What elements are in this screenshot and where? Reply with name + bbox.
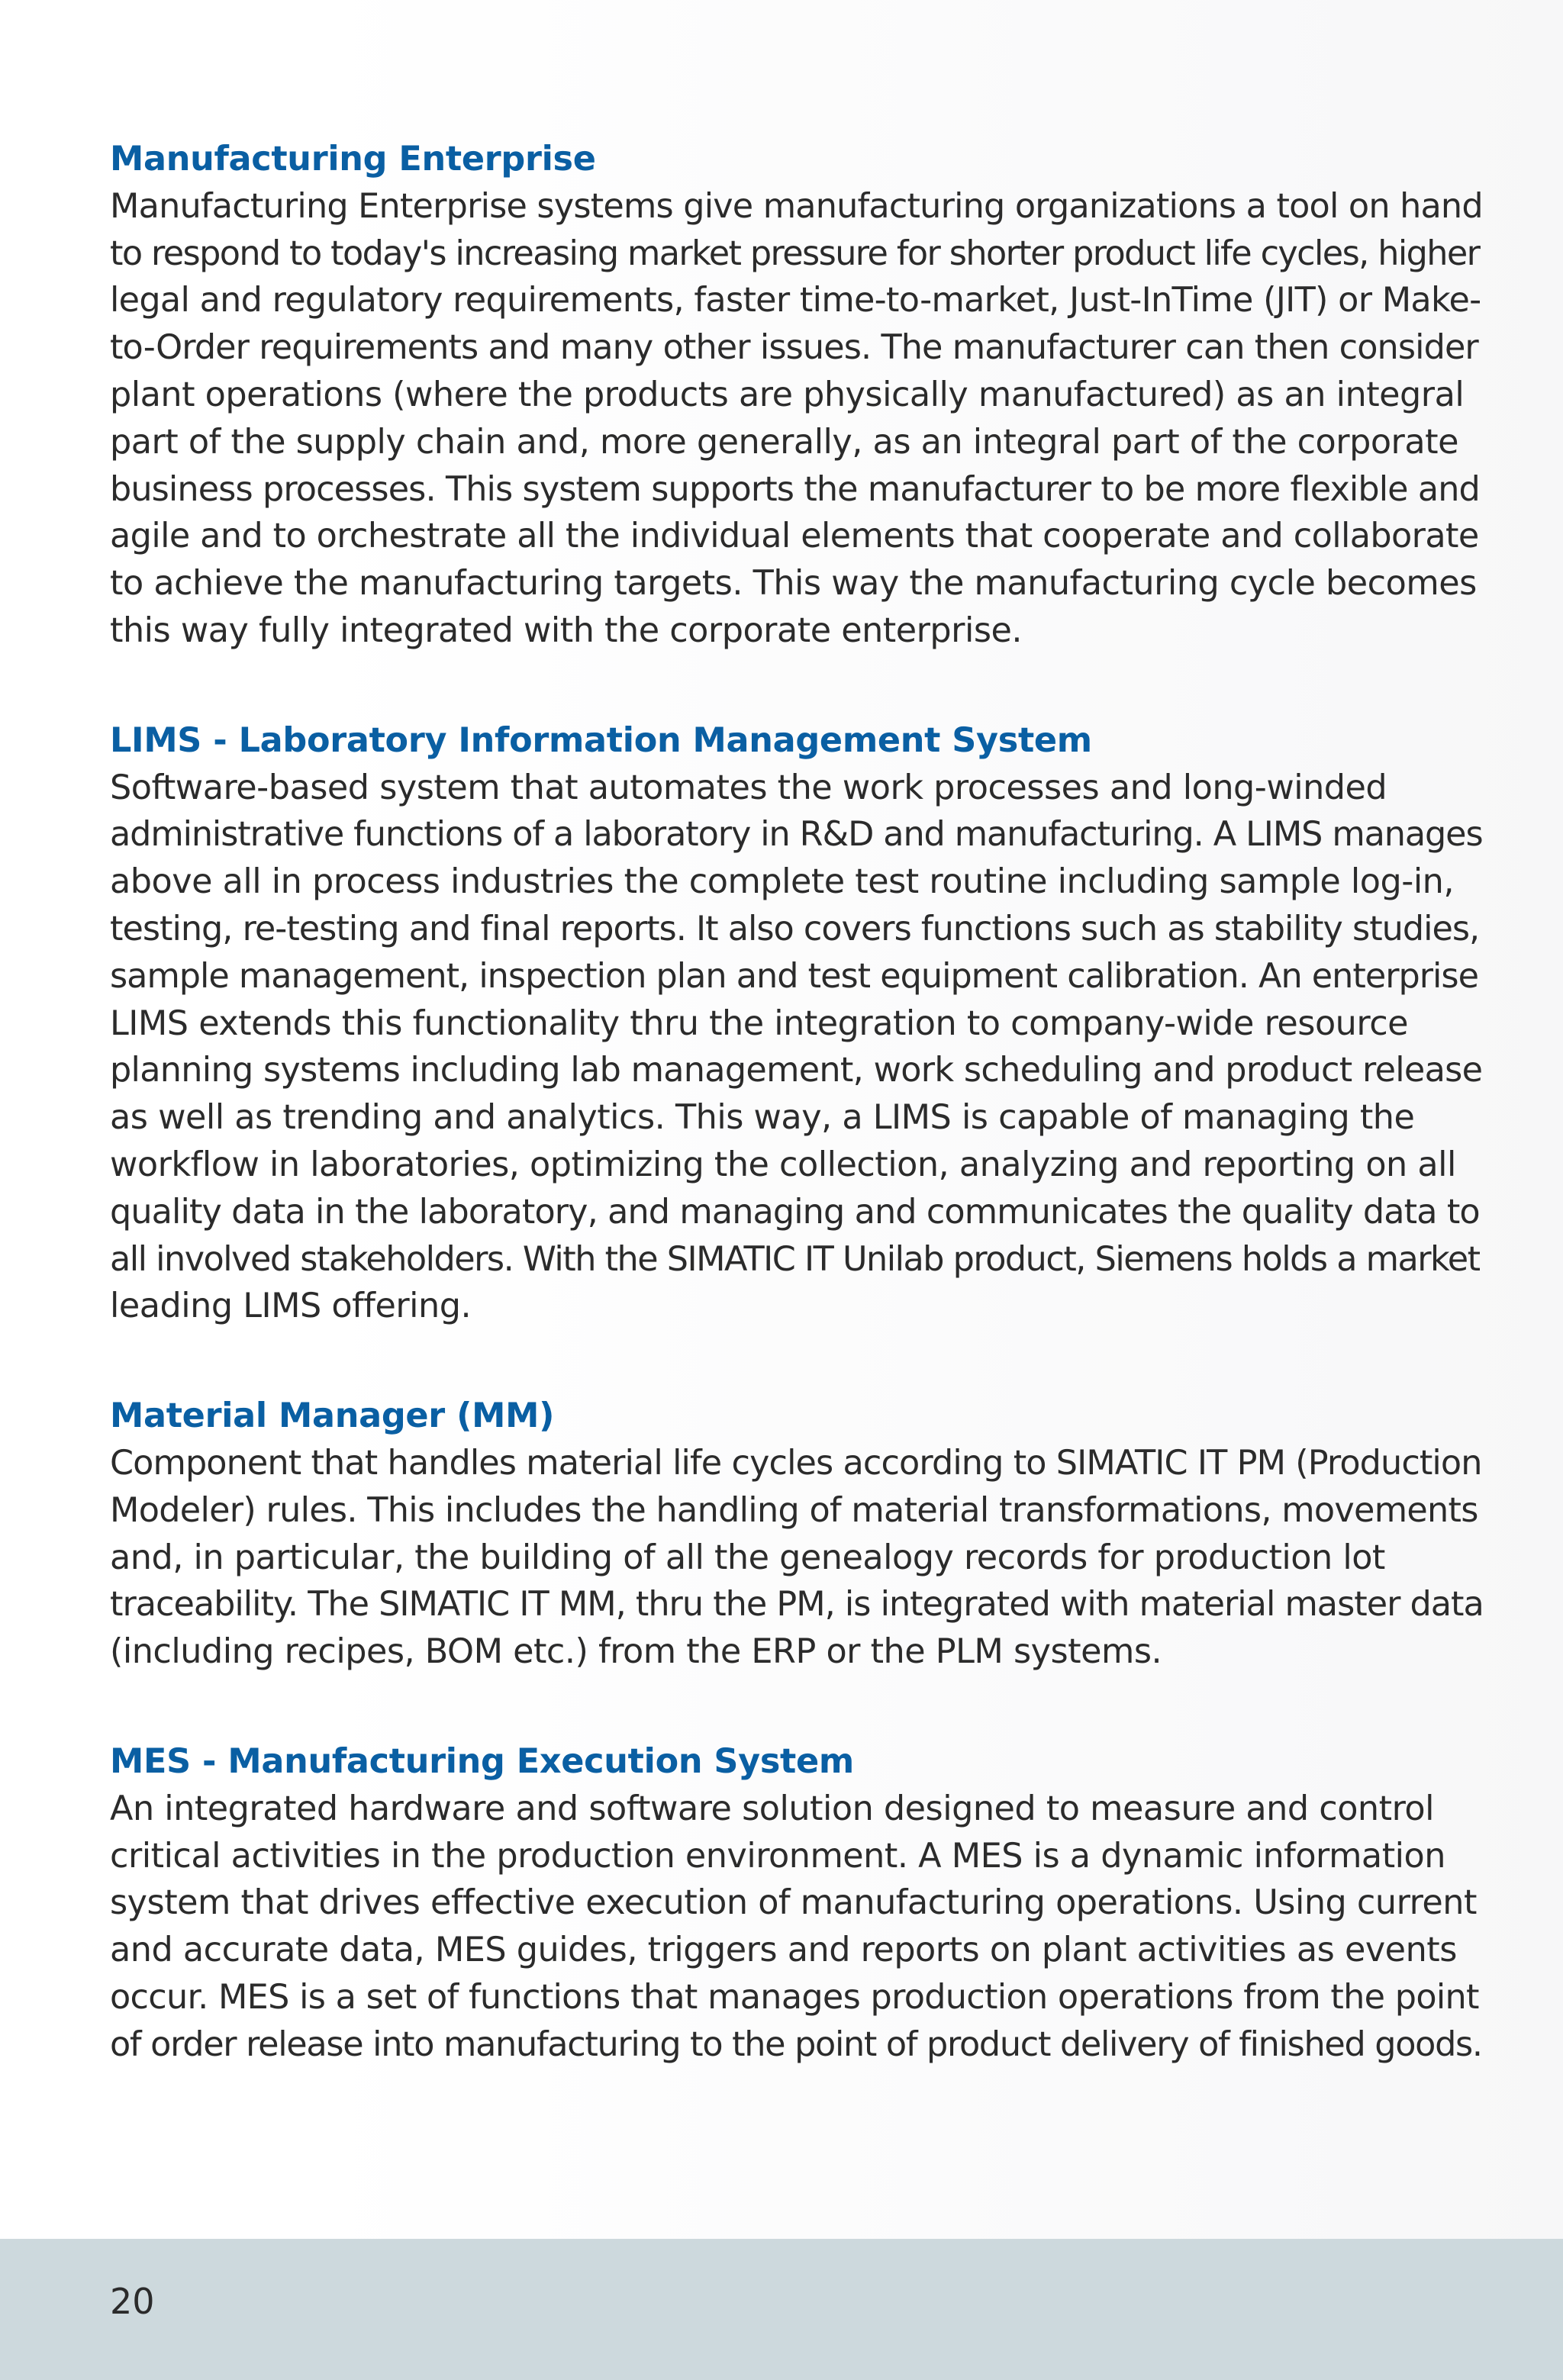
entry-body: [110, 765, 1484, 1331]
body-line: all involved stakeholders. With the SIMATIC IT Unilab product, Siemens holds a market: [110, 1239, 1480, 1279]
entry-body: [110, 183, 1484, 655]
glossary-entry-mes: [110, 1738, 1484, 2069]
body-line: to achieve the manufacturing targets. This way the manufacturing cycle becomes: [110, 564, 1477, 604]
entry-heading: LIMS - Laboratory Information Management System: [110, 720, 1092, 760]
body-line: LIMS extends this functionality thru the integration to company-wide resource: [110, 1003, 1409, 1043]
body-line: traceability. The SIMATIC IT MM, thru the PM, is integrated with material master data: [110, 1585, 1484, 1625]
body-line: administrative functions of a laboratory in R&D and manufacturing. A LIMS manages: [110, 815, 1483, 855]
page-number: 20: [110, 2281, 155, 2322]
body-line: to-Order requirements and many other issues. The manufacturer can then consider: [110, 328, 1478, 368]
body-line: Modeler) rules. This includes the handling of material transformations, movements: [110, 1490, 1478, 1530]
page-footer: [0, 2239, 1563, 2380]
entry-heading: Manufacturing Enterprise: [110, 140, 596, 179]
body-line: as well as trending and analytics. This way, a LIMS is capable of managing the: [110, 1098, 1415, 1138]
body-line: leading LIMS offering.: [110, 1287, 472, 1326]
entry-body: [110, 1440, 1484, 1676]
body-line: planning systems including lab management, work scheduling and product release: [110, 1051, 1483, 1090]
body-line: of order release into manufacturing to the point of product delivery of finished goods.: [110, 2024, 1482, 2064]
glossary-entry-lims: [110, 717, 1484, 1330]
body-line: sample management, inspection plan and test equipment calibration. An enterprise: [110, 956, 1478, 996]
glossary-entry-material-manager: [110, 1393, 1484, 1676]
body-line: An integrated hardware and software solution designed to measure and control: [110, 1789, 1434, 1828]
body-line: legal and regulatory requirements, faster time-to-market, Just-InTime (JIT) or Make-: [110, 281, 1481, 320]
glossary-content: [110, 136, 1484, 2130]
body-line: to respond to today's increasing market pressure for shorter product life cycles, higher: [110, 233, 1480, 273]
entry-heading: Material Manager (MM): [110, 1396, 555, 1436]
body-line: Component that handles material life cycles according to SIMATIC IT PM (Production: [110, 1443, 1482, 1483]
body-line: Software-based system that automates the work processes and long-winded: [110, 768, 1387, 807]
body-line: testing, re-testing and final reports. It also covers functions such as stability studies,: [110, 909, 1480, 948]
body-line: (including recipes, BOM etc.) from the ERP or the PLM systems.: [110, 1632, 1162, 1672]
body-line: plant operations (where the products are physically manufactured) as an integral: [110, 375, 1465, 414]
body-line: this way fully integrated with the corporate enterprise.: [110, 610, 1023, 650]
body-line: and, in particular, the building of all the genealogy records for production lot: [110, 1538, 1385, 1577]
body-line: agile and to orchestrate all the individual elements that cooperate and collaborate: [110, 517, 1479, 556]
body-line: part of the supply chain and, more generally, as an integral part of the corporate: [110, 422, 1458, 462]
body-line: and accurate data, MES guides, triggers and reports on plant activities as events: [110, 1931, 1457, 1970]
glossary-entry-manufacturing-enterprise: [110, 136, 1484, 655]
body-line: workflow in laboratories, optimizing the collection, analyzing and reporting on all: [110, 1145, 1456, 1184]
entry-heading: MES - Manufacturing Execution System: [110, 1741, 854, 1781]
entry-body: [110, 1786, 1484, 2069]
body-line: above all in process industries the complete test routine including sample log-in,: [110, 862, 1455, 902]
body-line: critical activities in the production environment. A MES is a dynamic information: [110, 1836, 1445, 1876]
body-line: system that drives effective execution of manufacturing operations. Using current: [110, 1883, 1477, 1923]
body-line: business processes. This system supports the manufacturer to be more flexible and: [110, 469, 1480, 509]
body-line: occur. MES is a set of functions that manages production operations from the point: [110, 1977, 1479, 2017]
body-line: quality data in the laboratory, and managing and communicates the quality data to: [110, 1192, 1480, 1232]
body-line: Manufacturing Enterprise systems give manufacturing organizations a tool on hand: [110, 186, 1483, 226]
